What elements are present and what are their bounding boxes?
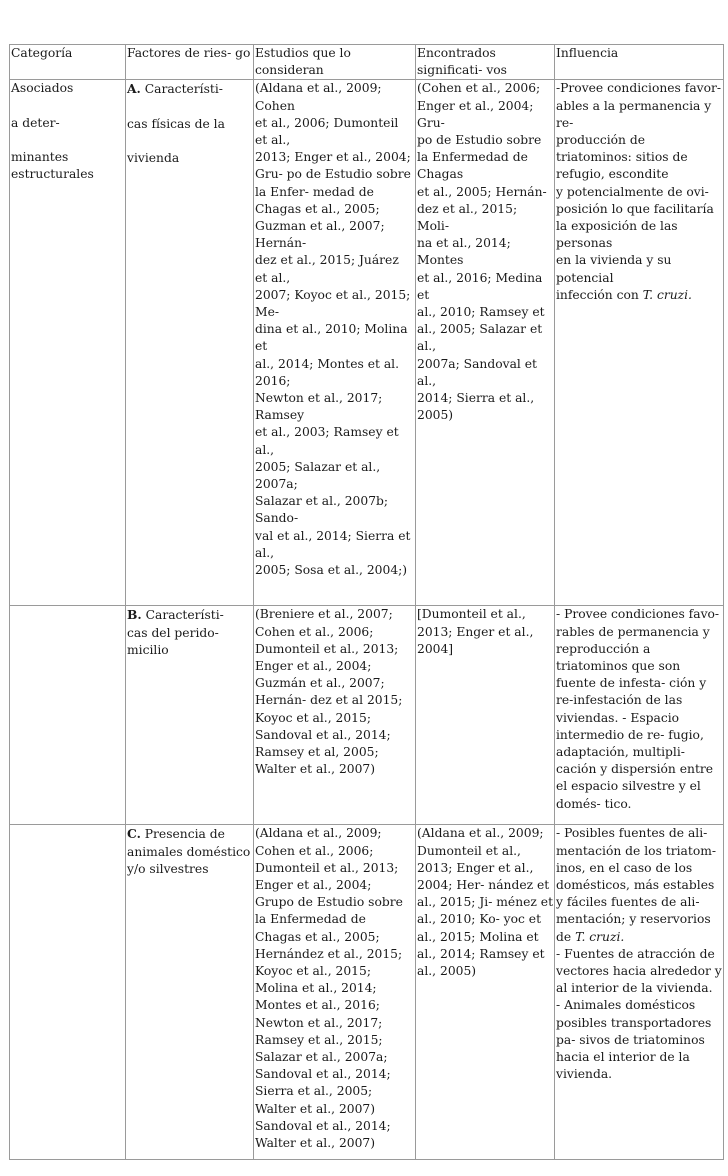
influencia-text: - Provee condiciones favo- rables de permanencia y reproducción a triatominos que son fuente de infesta- ción y re-infestación de las viviendas. - Espacio intermedio de re- fugio, adaptación, multipli- cación y dispersión entre el espacio silvestre y el domés- tico. <box>556 607 720 811</box>
influencia-tail: - Fuentes de atracción de vectores hacia alrededor y al interior de la vivienda. - Animales domésticos posibles transportadores pa- sivos de triatominos hacia el interior de la vivienda. <box>556 946 722 1082</box>
factor-letter: A. <box>127 81 141 97</box>
table-header <box>10 45 724 80</box>
cell-encontrados: (Cohen et al., 2006; Enger et al., 2004; Gru- po de Estudio sobre la Enfermedad de Chagas et al., 2005; Hernán- dez et al., 2015; Moli- na et al., 2014; Montes et al., 2016; Medina et al., 2010; Ramsey et al., 2005; Salazar et al., 2007a; Sandoval et al., 2014; Sierra et al., 2005) <box>416 80 555 606</box>
header-estudios: Estudios que lo consideran <box>254 45 416 80</box>
cell-estudios: (Breniere et al., 2007; Cohen et al., 2006; Dumonteil et al., 2013; Enger et al., 2004; Guzmán et al., 2007; Hernán- dez et al 2015; Koyoc et al., 2015; Sandoval et al., 2014; Ramsey et al, 2005; Walter et al., 2007) <box>254 606 416 825</box>
cell-categoria <box>10 825 126 1160</box>
cell-categoria <box>10 606 126 825</box>
cell-estudios: (Aldana et al., 2009; Cohen et al., 2006; Dumonteil et al., 2013; Enger et al., 2004; Grupo de Estudio sobre la Enfermedad de Chagas et al., 2005; Hernández et al., 2015; Koyoc et al., 2015; Molina et al., 2014; Montes et al., 2016; Newton et al., 2017; Ramsey et al., 2015; Salazar et al., 2007a; Sandoval et al., 2014; Sierra et al., 2005; Walter et al., 2007) Sandoval et al., 2014; Walter et al., 2007) <box>254 825 416 1160</box>
influencia-text: -Provee condiciones favor- ables a la permanencia y re- producción de triatominos: sitios de refugio, escondite y potencialmente de ovi- posición lo que facilitaría la exposición de las personas en la vivienda y su potencial infección con <box>556 81 722 302</box>
cell-encontrados: [Dumonteil et al., 2013; Enger et al., 2004] <box>416 606 555 825</box>
table-row <box>10 80 724 606</box>
factor-text: Característi- cas del perido- micilio <box>127 608 224 657</box>
cell-factor <box>126 825 254 1160</box>
cell-categoria: Asociados a deter- minantes estructurales <box>10 80 126 606</box>
species-name: T. cruzi. <box>642 287 692 302</box>
header-encontrados: Encontrados significati- vos <box>416 45 555 80</box>
cell-influencia <box>555 80 724 606</box>
cell-factor <box>126 606 254 825</box>
influencia-text: - Posibles fuentes de ali- mentación de los triatom- inos, en el caso de los domésticos, más estables y fáciles fuentes de ali- mentación; y reservorios de <box>556 826 717 944</box>
cell-factor <box>126 80 254 606</box>
factor-text: Presencia de animales doméstico y/o silvestres <box>127 827 251 876</box>
cell-encontrados: (Aldana et al., 2009; Dumonteil et al., 2013; Enger et al., 2004; Her- nández et al., 2015; Ji- ménez et al., 2010; Ko- yoc et al., 2015; Molina et al., 2014; Ramsey et al., 2005) <box>416 825 555 1160</box>
table-row <box>10 825 724 1160</box>
cell-influencia <box>555 606 724 825</box>
risk-factors-table <box>9 44 724 1160</box>
cell-estudios: (Aldana et al., 2009; Cohen et al., 2006; Dumonteil et al., 2013; Enger et al., 2004; Gru- po de Estudio sobre la Enfer- medad de Chagas et al., 2005; Guzman et al., 2007; Hernán- dez et al., 2015; Juárez et al., 2007; Koyoc et al., 2015; Me- dina et al., 2010; Molina et al., 2014; Montes et al. 2016; Newton et al., 2017; Ramsey et al., 2003; Ramsey et al., 2005; Salazar et al., 2007a; Salazar et al., 2007b; Sando- val et al., 2014; Sierra et al., 2005; Sosa et al., 2004;) <box>254 80 416 606</box>
header-influencia: Influencia <box>555 45 724 80</box>
cell-influencia <box>555 825 724 1160</box>
header-categoria: Categoría <box>10 45 126 80</box>
table-row <box>10 606 724 825</box>
header-factores: Factores de ries- go <box>126 45 254 80</box>
header-row <box>10 45 724 80</box>
factor-text: Característi- cas físicas de la vivienda <box>127 82 225 166</box>
factor-letter: C. <box>127 826 141 842</box>
species-name: T. cruzi. <box>575 929 625 944</box>
factor-letter: B. <box>127 607 142 623</box>
